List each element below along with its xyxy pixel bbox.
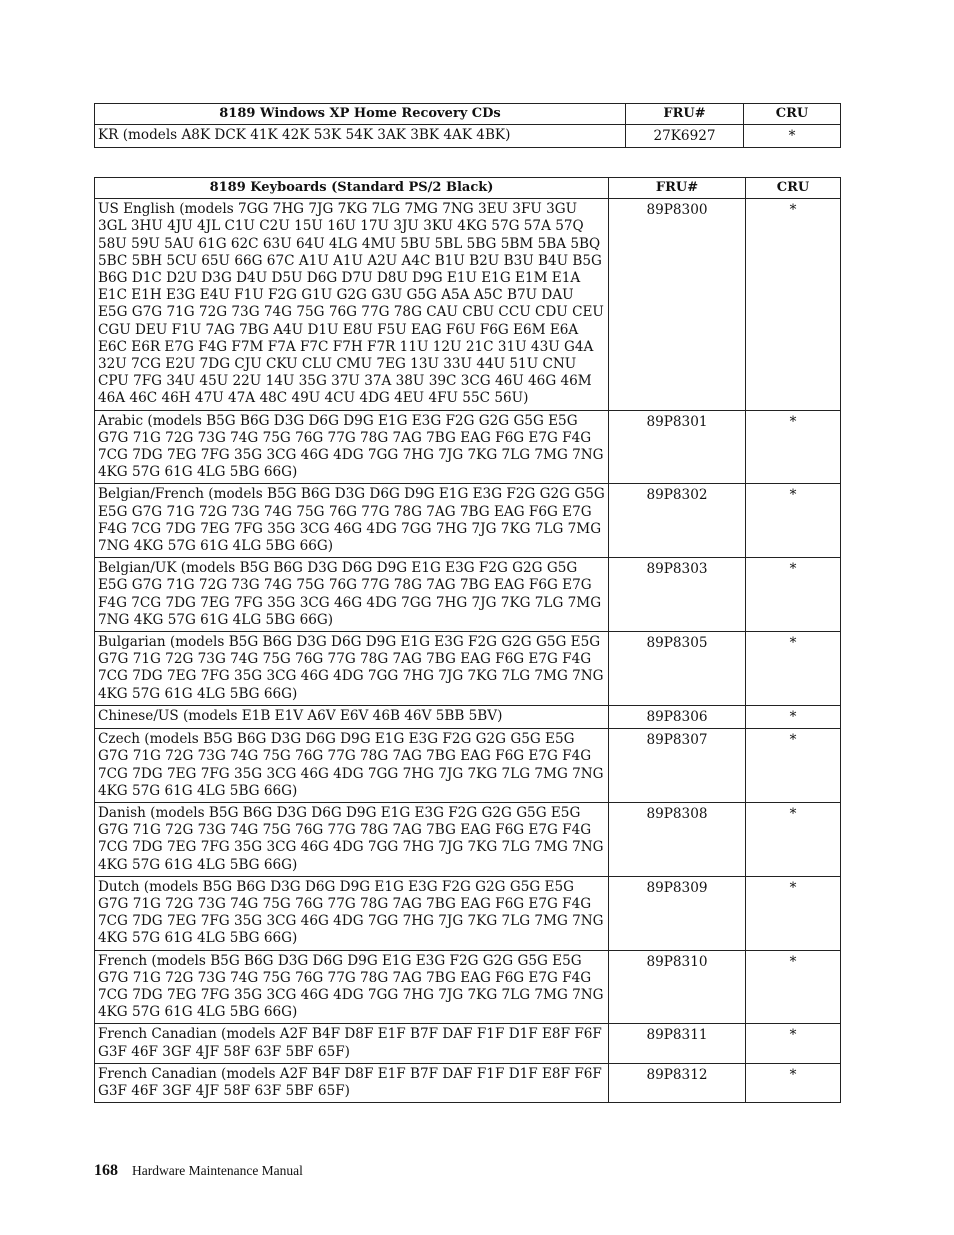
row-description: French (models B5G B6G D3G D6G D9G E1G E3G F2G G2G G5G E5G G7G 71G 72G 73G 74G 75G 76G 77G 78G 7AG 7BG EAG F6G E7G F4G 7CG 7DG 7EG 7FG 35G 3CG 46G 4DG 7GG 7HG 7JG 7KG 7LG 7MG 7NG 4KG 57G 61G 4LG 5BG 66G) bbox=[95, 950, 609, 1024]
row-fru: 89P8305 bbox=[609, 632, 746, 706]
table-row bbox=[95, 705, 841, 728]
row-description: Arabic (models B5G B6G D3G D6G D9G E1G E3G F2G G2G G5G E5G G7G 71G 72G 73G 74G 75G 76G 77G 78G 7AG 7BG EAG F6G E7G F4G 7CG 7DG 7EG 7FG 35G 3CG 46G 4DG 7GG 7HG 7JG 7KG 7LG 7MG 7NG 4KG 57G 61G 4LG 5BG 66G) bbox=[95, 410, 609, 484]
row-cru: * bbox=[746, 410, 841, 484]
header-description: 8189 Keyboards (Standard PS/2 Black) bbox=[95, 178, 609, 199]
row-cru: * bbox=[746, 950, 841, 1024]
page-footer bbox=[94, 1162, 303, 1180]
row-cru: * bbox=[746, 484, 841, 558]
table-row bbox=[95, 1024, 841, 1063]
row-description: Czech (models B5G B6G D3G D6G D9G E1G E3G F2G G2G G5G E5G G7G 71G 72G 73G 74G 75G 76G 77G 78G 7AG 7BG EAG F6G E7G F4G 7CG 7DG 7EG 7FG 35G 3CG 46G 4DG 7GG 7HG 7JG 7KG 7LG 7MG 7NG 4KG 57G 61G 4LG 5BG 66G) bbox=[95, 729, 609, 803]
row-fru: 89P8300 bbox=[609, 199, 746, 410]
row-description: Bulgarian (models B5G B6G D3G D6G D9G E1G E3G F2G G2G G5G E5G G7G 71G 72G 73G 74G 75G 76G 77G 78G 7AG 7BG EAG F6G E7G F4G 7CG 7DG 7EG 7FG 35G 3CG 46G 4DG 7GG 7HG 7JG 7KG 7LG 7MG 7NG 4KG 57G 61G 4LG 5BG 66G) bbox=[95, 632, 609, 706]
table-row bbox=[95, 484, 841, 558]
row-fru: 89P8310 bbox=[609, 950, 746, 1024]
row-fru: 89P8309 bbox=[609, 876, 746, 950]
row-description: French Canadian (models A2F B4F D8F E1F B7F DAF F1F D1F E8F F6F G3F 46F 3GF 4JF 58F 63F 5BF 65F) bbox=[95, 1024, 609, 1063]
table-row bbox=[95, 729, 841, 803]
table-row bbox=[95, 802, 841, 876]
table-row bbox=[95, 950, 841, 1024]
table-row bbox=[95, 632, 841, 706]
row-cru: * bbox=[746, 876, 841, 950]
row-description: Chinese/US (models E1B E1V A6V E6V 46B 46V 5BB 5BV) bbox=[95, 705, 609, 728]
keyboard-table-body bbox=[95, 199, 841, 1103]
row-description: Belgian/UK (models B5G B6G D3G D6G D9G E1G E3G F2G G2G G5G E5G G7G 71G 72G 73G 74G 75G 76G 77G 78G 7AG 7BG EAG F6G E7G F4G 7CG 7DG 7EG 7FG 35G 3CG 46G 4DG 7GG 7HG 7JG 7KG 7LG 7MG 7NG 4KG 57G 61G 4LG 5BG 66G) bbox=[95, 558, 609, 632]
row-cru: * bbox=[746, 632, 841, 706]
table-row bbox=[95, 125, 841, 148]
row-fru: 27K6927 bbox=[626, 125, 744, 148]
row-cru: * bbox=[744, 125, 841, 148]
row-cru: * bbox=[746, 705, 841, 728]
table-row bbox=[95, 1063, 841, 1102]
table-header-row bbox=[95, 104, 841, 125]
row-cru: * bbox=[746, 1063, 841, 1102]
row-fru: 89P8307 bbox=[609, 729, 746, 803]
row-description: Belgian/French (models B5G B6G D3G D6G D9G E1G E3G F2G G2G G5G E5G G7G 71G 72G 73G 74G 75G 76G 77G 78G 7AG 7BG EAG F6G E7G F4G 7CG 7DG 7EG 7FG 35G 3CG 46G 4DG 7GG 7HG 7JG 7KG 7LG 7MG 7NG 4KG 57G 61G 4LG 5BG 66G) bbox=[95, 484, 609, 558]
table-row bbox=[95, 558, 841, 632]
table-row bbox=[95, 199, 841, 410]
row-cru: * bbox=[746, 199, 841, 410]
header-cru: CRU bbox=[746, 178, 841, 199]
row-fru: 89P8311 bbox=[609, 1024, 746, 1063]
header-fru: FRU# bbox=[626, 104, 744, 125]
manual-title: Hardware Maintenance Manual bbox=[132, 1163, 303, 1178]
row-cru: * bbox=[746, 729, 841, 803]
table-row bbox=[95, 876, 841, 950]
keyboard-table bbox=[94, 177, 841, 1103]
row-cru: * bbox=[746, 802, 841, 876]
row-description: KR (models A8K DCK 41K 42K 53K 54K 3AK 3BK 4AK 4BK) bbox=[95, 125, 626, 148]
header-fru: FRU# bbox=[609, 178, 746, 199]
page-number: 168 bbox=[94, 1162, 118, 1179]
row-fru: 89P8301 bbox=[609, 410, 746, 484]
table-row bbox=[95, 410, 841, 484]
row-fru: 89P8303 bbox=[609, 558, 746, 632]
row-fru: 89P8302 bbox=[609, 484, 746, 558]
header-description: 8189 Windows XP Home Recovery CDs bbox=[95, 104, 626, 125]
row-description: US English (models 7GG 7HG 7JG 7KG 7LG 7MG 7NG 3EU 3FU 3GU 3GL 3HU 4JU 4JL C1U C2U 15U 16U 17U 3JU 3KU 4KG 57G 57A 57Q 58U 59U 5AU 61G 62C 63U 64U 4LG 4MU 5BU 5BL 5BG 5BM 5BA 5BQ 5BC 5BH 5CU 65U 66G 67C A1U A1U A2U A4C B1U B2U B3U B4U B5G B6G D1C D2U D3G D4U D5U D6G D7U D8U D9G E1U E1G E1M E1A E1C E1H E3G E4U F1U F2G G1U G2G G3U G5G A5A A5C B7U DAU E5G G7G 71G 72G 73G 74G 75G 76G 77G 78G CAU CBU CCU CDU CEU CGU DEU F1U 7AG 7BG A4U D1U E8U F5U EAG F6U F6G E6M E6A E6C E6R E7G F4G F7M F7A F7C F7H F7R 11U 12U 21C 31U 43U G4A 32U 7CG E2U 7DG CJU CKU CLU CMU 7EG 13U 33U 44U 51U CNU CPU 7FG 34U 45U 22U 14U 35G 37U 37A 38U 39C 3CG 46U 46G 46M 46A 46C 46H 47U 47A 48C 49U 4CU 4DG 4EU 4FU 55C 56U) bbox=[95, 199, 609, 410]
recovery-cd-table bbox=[94, 103, 841, 148]
row-description: French Canadian (models A2F B4F D8F E1F B7F DAF F1F D1F E8F F6F G3F 46F 3GF 4JF 58F 63F 5BF 65F) bbox=[95, 1063, 609, 1102]
row-fru: 89P8306 bbox=[609, 705, 746, 728]
row-cru: * bbox=[746, 1024, 841, 1063]
table-header-row bbox=[95, 178, 841, 199]
row-description: Dutch (models B5G B6G D3G D6G D9G E1G E3G F2G G2G G5G E5G G7G 71G 72G 73G 74G 75G 76G 77G 78G 7AG 7BG EAG F6G E7G F4G 7CG 7DG 7EG 7FG 35G 3CG 46G 4DG 7GG 7HG 7JG 7KG 7LG 7MG 7NG 4KG 57G 61G 4LG 5BG 66G) bbox=[95, 876, 609, 950]
row-fru: 89P8308 bbox=[609, 802, 746, 876]
row-description: Danish (models B5G B6G D3G D6G D9G E1G E3G F2G G2G G5G E5G G7G 71G 72G 73G 74G 75G 76G 77G 78G 7AG 7BG EAG F6G E7G F4G 7CG 7DG 7EG 7FG 35G 3CG 46G 4DG 7GG 7HG 7JG 7KG 7LG 7MG 7NG 4KG 57G 61G 4LG 5BG 66G) bbox=[95, 802, 609, 876]
header-cru: CRU bbox=[744, 104, 841, 125]
row-fru: 89P8312 bbox=[609, 1063, 746, 1102]
row-cru: * bbox=[746, 558, 841, 632]
